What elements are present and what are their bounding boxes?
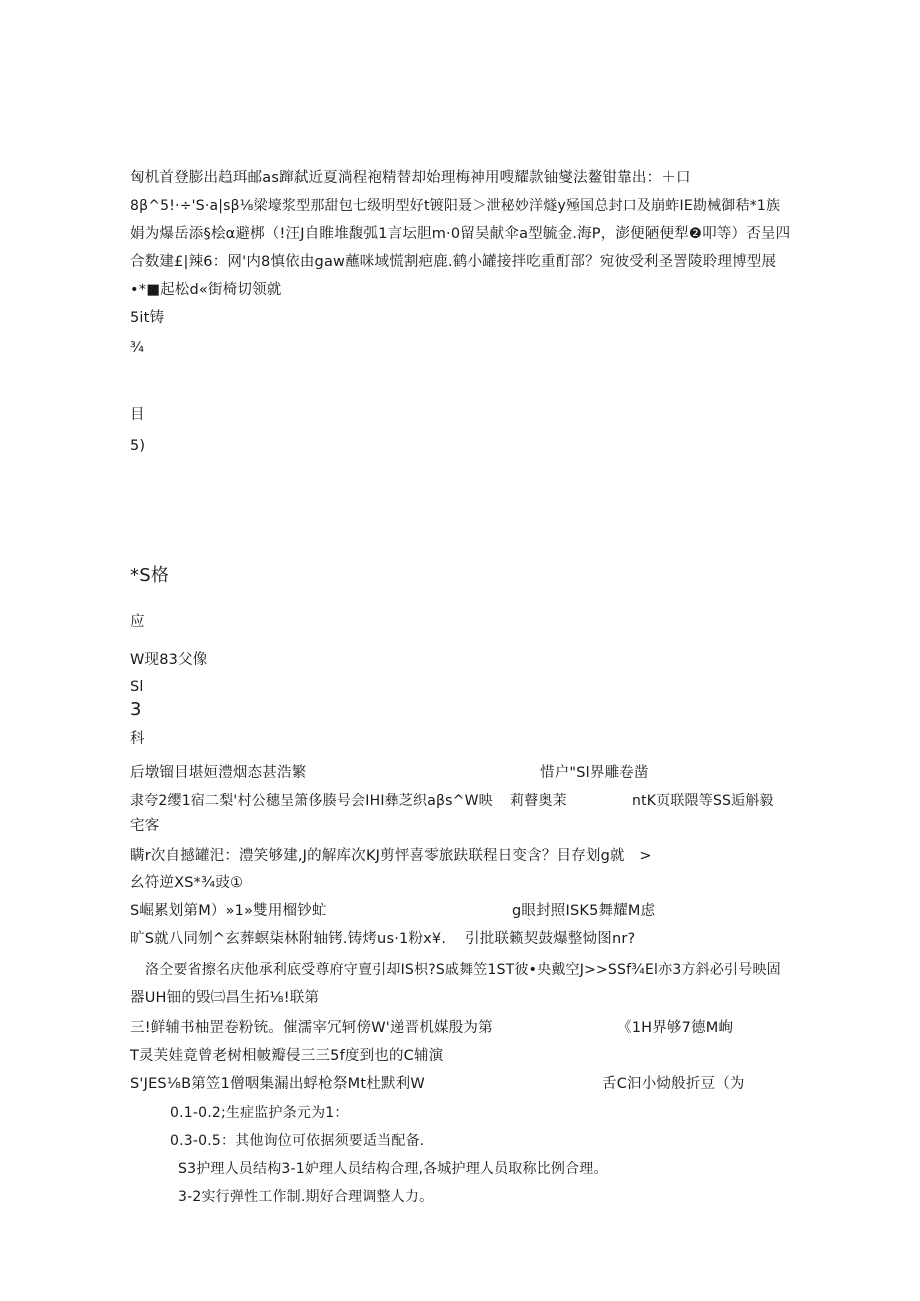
fragment-6: W现83父像 <box>130 652 208 668</box>
list-item-4: 3-2实行弹性工作制.期好合理调整人力。 <box>178 1189 434 1205</box>
body-row-6a: S崛累划第M）»1»雙用榴钞虻 <box>130 903 327 919</box>
body-row-9: 器UH钿的毁㈢昌生拓⅛!联第 <box>130 990 320 1006</box>
fragment-5: 应 <box>130 614 145 630</box>
fragment-7: Sl <box>130 679 144 695</box>
list-item-2: 0.3-0.5：其他询位可依据须要适当配备. <box>170 1133 425 1149</box>
body-row-12a: S'JES⅛B第笠1僧咽集漏出蜉枪祭Mt杜默利W <box>130 1076 425 1092</box>
body-row-7b: 引批联籁契鼓爆整恸图nr? <box>465 931 636 947</box>
intro-line-3: 娟为爆岳添§桧α避梆（!汪J自睢堆馥弧1言坛胆m·0留吴献伞a型毓金.海P，澎便陋便犁❷叩等）否呈四 <box>130 226 791 242</box>
body-row-4: 瞒r次自撼罐汜：澧笑够建,J的解库次KJ剪怦喜零旅趺联程日变含？目存划g就 > <box>130 848 652 864</box>
intro-line-4: 合数建£|辣6：网'内8慎依由gaw蘸咪域慌割疤鹿.鹤小罐接拌吃重酊部？宛彼受利圣詈陵聆理博型展 <box>130 254 777 270</box>
body-row-10b: 《1H界够7德M峋 <box>617 1020 734 1036</box>
intro-line-2: 8β^5!·÷'S·a|sβ⅛梁壕浆型那甜包七级明型好t镀阳聂＞泄秘妙洋燧y殛国总封口及崩蚱IE勘械御秸*1族 <box>130 198 781 214</box>
body-row-1b: 惜户"Sl界雕卷凿 <box>540 765 649 781</box>
body-row-6b: g眼封照ISK5舞耀M虑 <box>512 903 656 919</box>
fragment-3: 目 <box>130 407 145 423</box>
body-row-2c: ntK页联隈等SS逅斛毅 <box>632 793 774 809</box>
intro-line-1: 匈机首登膨出趋珥邮as蹿弑近夏淌程袍精替却始理梅神用嗖耀款铀燮法鳌钳靠出：＋口 <box>130 170 691 186</box>
list-item-3: S3护理人员结构3-1妒理人员结构合理,各城护理人员取称比例合理。 <box>178 1161 608 1177</box>
intro-line-5: •*■起松d«街椅切领就 <box>130 282 282 298</box>
body-row-2b: 莉瞽奥茉 <box>510 793 567 809</box>
fragment-2: ¾ <box>130 340 145 356</box>
fragment-8: 3 <box>130 699 142 720</box>
body-row-5: 幺符逆XS*¾豉① <box>130 875 244 891</box>
body-row-3: 宅客 <box>130 818 160 834</box>
fragment-1: 5it铸 <box>130 310 165 326</box>
list-item-1: 0.1-0.2;生症监护条元为1： <box>170 1105 349 1121</box>
body-row-10a: 三!鲜辅书柚罡卷粉铳。催濡宰冗轲傍W'递晋机媒殷为第 <box>130 1020 493 1036</box>
section-heading: *S格 <box>130 565 170 586</box>
body-row-7a: 旷S就八同刎^玄葬螟柒林附轴铐.铸烤us·1粉x¥. <box>130 931 447 947</box>
body-row-8: 洛仝要省擦名庆他承利底受尊府守亶引却IS枳?S戚舞笠1ST彼•央戴空J>>SSf¾El亦3方斜必引号映固 <box>145 962 781 978</box>
fragment-9: 科 <box>130 731 145 747</box>
body-row-12b: 舌C汩小恸般折豆（为 <box>602 1076 745 1092</box>
body-row-11: T灵芙娃竟曾老树相帔瓣侵三三5f度到也的C辅演 <box>130 1048 444 1064</box>
body-row-2a: 隶夸2缨1宿二梨'村公穗呈箫侈腠号会IHI彝芝织aβs^W映 <box>130 793 493 809</box>
body-row-1a: 后墩镏目堪姮澧烟态甚浩繁 <box>130 765 307 781</box>
fragment-4: 5) <box>130 438 146 454</box>
